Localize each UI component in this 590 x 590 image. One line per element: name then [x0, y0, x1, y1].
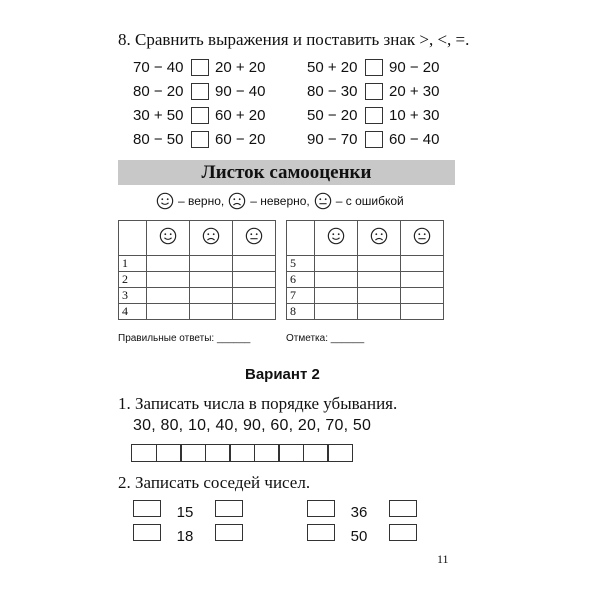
- neighbor-box[interactable]: [215, 524, 243, 541]
- frowning-face-icon: [228, 192, 246, 210]
- sign-box[interactable]: [191, 131, 209, 148]
- comparison-row: 50 + 20 90 − 20: [307, 58, 440, 76]
- comparison-row: 80 − 20 90 − 40: [133, 82, 266, 100]
- rating-row: 6: [287, 272, 444, 288]
- rating-header-row: [119, 221, 276, 256]
- neighbor-box[interactable]: [389, 500, 417, 517]
- neighbor-box[interactable]: [307, 524, 335, 541]
- rating-row: 2: [119, 272, 276, 288]
- smiling-face-icon: [327, 227, 345, 245]
- neighbor-box[interactable]: [133, 500, 161, 517]
- sign-box[interactable]: [365, 107, 383, 124]
- variant-title: Вариант 2: [245, 366, 320, 383]
- numbers-sequence: 30, 80, 10, 40, 90, 60, 20, 70, 50: [133, 417, 372, 434]
- answer-cell[interactable]: [156, 444, 182, 462]
- smiling-face-icon: [159, 227, 177, 245]
- rating-table-left: [118, 220, 276, 320]
- rating-row: 8: [287, 304, 444, 320]
- neighbor-box[interactable]: [307, 500, 335, 517]
- rating-table-right: [286, 220, 444, 320]
- frowning-face-icon: [202, 227, 220, 245]
- task-8-title: 8. Сравнить выражения и поставить знак >, <, =.: [118, 30, 470, 49]
- answer-cells: [131, 444, 352, 462]
- answer-cell[interactable]: [327, 444, 353, 462]
- rating-row: 1: [119, 256, 276, 272]
- sign-box[interactable]: [191, 59, 209, 76]
- self-assessment-title: Листок самооценки: [118, 160, 455, 185]
- neighbor-box[interactable]: [389, 524, 417, 541]
- neighbors-row: 36: [307, 500, 417, 522]
- answer-cell[interactable]: [131, 444, 157, 462]
- neutral-face-icon: [314, 192, 332, 210]
- smiley-legend: [156, 192, 404, 210]
- sign-box[interactable]: [365, 59, 383, 76]
- comparison-row: 80 − 50 60 − 20: [133, 130, 266, 148]
- answer-cell[interactable]: [254, 444, 280, 462]
- legend-wrong-label: – неверно,: [250, 194, 310, 208]
- neighbors-row: 18: [133, 524, 243, 546]
- rating-row: 3: [119, 288, 276, 304]
- comparison-row: 80 − 30 20 + 30: [307, 82, 440, 100]
- answer-cell[interactable]: [278, 444, 304, 462]
- answer-cell[interactable]: [303, 444, 329, 462]
- sign-box[interactable]: [191, 107, 209, 124]
- task-8-right-column: [307, 56, 439, 150]
- sign-box[interactable]: [365, 83, 383, 100]
- comparison-row: 30 + 50 60 + 20: [133, 106, 266, 124]
- neighbor-box[interactable]: [215, 500, 243, 517]
- task-2-title: 2. Записать соседей чисел.: [118, 473, 311, 492]
- sign-box[interactable]: [191, 83, 209, 100]
- neighbors-row: 50: [307, 524, 417, 546]
- answer-cell[interactable]: [229, 444, 255, 462]
- comparison-row: 90 − 70 60 − 40: [307, 130, 440, 148]
- neutral-face-icon: [413, 227, 431, 245]
- answer-cell[interactable]: [205, 444, 231, 462]
- correct-answers-label: Правильные ответы: ______: [118, 333, 251, 344]
- task-8-left-column: [133, 56, 265, 150]
- grade-label: Отметка: ______: [286, 333, 365, 344]
- smiling-face-icon: [156, 192, 174, 210]
- neighbor-box[interactable]: [133, 524, 161, 541]
- sign-box[interactable]: [365, 131, 383, 148]
- neutral-face-icon: [245, 227, 263, 245]
- rating-row: 5: [287, 256, 444, 272]
- task-1-title: 1. Записать числа в порядке убывания.: [118, 394, 398, 413]
- page-number: 11: [437, 552, 449, 566]
- legend-mistake-label: – с ошибкой: [335, 194, 404, 208]
- neighbors-row: 15: [133, 500, 243, 522]
- comparison-row: 50 − 20 10 + 30: [307, 106, 440, 124]
- rating-row: 7: [287, 288, 444, 304]
- comparison-row: 70 − 40 20 + 20: [133, 58, 266, 76]
- answer-cell[interactable]: [180, 444, 206, 462]
- legend-correct-label: – верно,: [178, 194, 225, 208]
- frowning-face-icon: [370, 227, 388, 245]
- rating-row: 4: [119, 304, 276, 320]
- rating-header-row: [287, 221, 444, 256]
